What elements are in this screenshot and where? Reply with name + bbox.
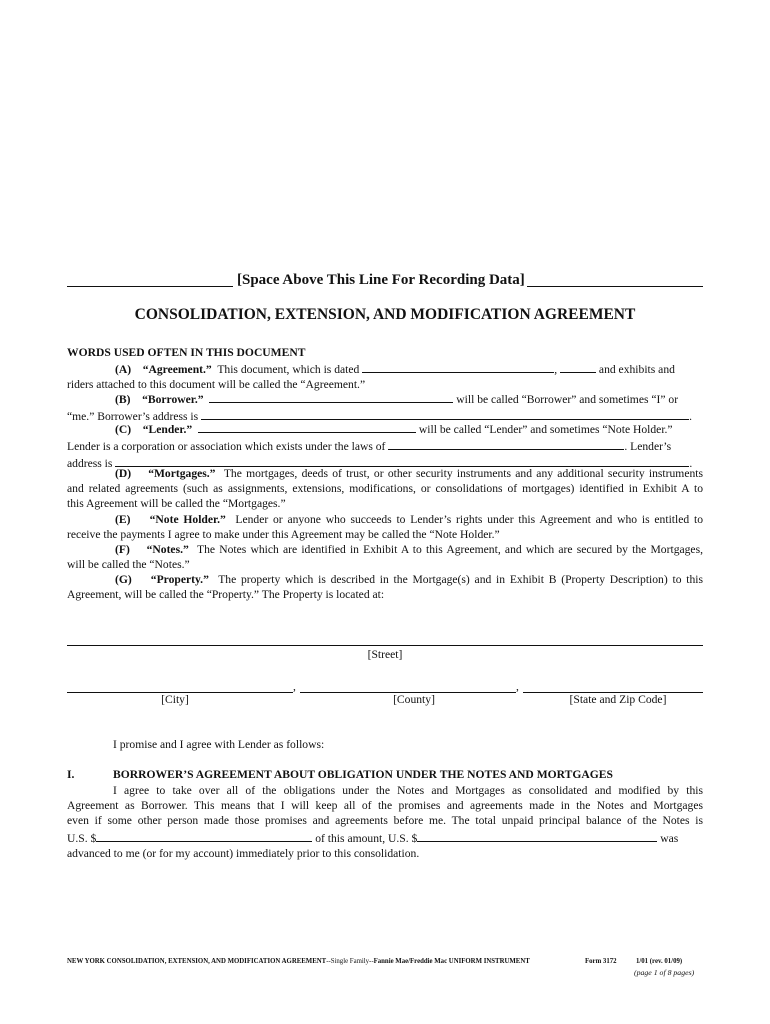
def-c-label: (C) xyxy=(115,423,132,436)
borrower-address-field[interactable] xyxy=(201,407,689,420)
promise-text: I promise and I agree with Lender as follows: xyxy=(113,738,325,751)
def-b-label: (B) xyxy=(115,393,131,406)
section-heading: BORROWER’S AGREEMENT ABOUT OBLIGATION UNDER THE NOTES AND MORTGAGES xyxy=(113,768,613,781)
footer-form-title xyxy=(67,958,530,965)
def-g-label: (G) xyxy=(115,573,132,586)
document-page: [Space Above This Line For Recording Data] CONSOLIDATION, EXTENSION, AND MODIFICATION AGREEMENT WORDS USED OFTEN IN THIS DOCUMENT (A) “Agreement.” This document, which is dated , and exhibits and riders attached to this document will be called the “Agreement.” (B) “Borrower.” will be called “Borrower” and sometimes “I” or “me.” Borrower’s address is . (C) “Lender.” will be called “Lender” and sometimes “Note Holder.” Lender is a corporation or association which exists under the laws of . Lender’s address is . (D) “Mortgages.” The mortgages, deeds of trust, or other security instruments and any additional security instruments and related agreements (such as assignments, extensions, modifications, or consolidations of mortgages) identified in Exhibit A to this Agreement will be called the “Mortgages.” (E) “Note Holder.” Lender or anyone who succeeds to Lender’s rights under this Agreement and who is entitled to receive the payments I agree to make under this Agreement may be called the “Note Holder.” (F) “Notes.” The Notes which are identified in Exhibit A to this Agreement, and which are secured by the Mortgages, will be called the “Notes.” (G) “Property.” The property which is described in the Mortgage(s) and in Exhibit B (Property Description) to this Agreement, will be called the “Property.” The Property is located at: [Street] , , [City] [County] [State and Zip Code] I promise and I agree with Lender as follows: I. BORROWER’S AGREEMENT ABOUT OBLIGATION UNDER THE NOTES AND MORTGAGES I agree to take over all of the obligations under the Notes and Mortgages as consolidated and modified by this Agreement as Borrower. This means that I will keep all of the promises and agreements made in the Notes and Mortgages even if some other person made those promises and agreements before me. The total unpaid principal balance of the Notes is U.S. $ of this amount, U.S. $ was advanced to me (or for my account) immediately prior to this consolidation. NEW YORK CONSOLIDATION, EXTENSION, AND MODIFICATION AGREEMENT--Single Family--Fannie Mae/Freddie Mac UNIFORM INSTRUMENT Form 3172 1/01 (rev. 01/09) (page 1 of 8 pages) xyxy=(0,0,770,1024)
footer-page-number: (page 1 of 8 pages) xyxy=(634,968,695,977)
def-b-term: “Borrower.” xyxy=(142,393,204,406)
def-d-text: The mortgages, deeds of trust, or other security instruments and any additional security instruments xyxy=(223,467,704,480)
definition-c: (C) “Lender.” will be called “Lender” and sometimes “Note Holder.” Lender is a corporation or association which exists under the laws of . Lender’s address is . xyxy=(67,420,703,472)
city-label: [City] xyxy=(161,693,189,706)
street-line[interactable] xyxy=(67,645,703,646)
def-a-text2: and exhibits and xyxy=(598,363,675,376)
footer-single-family: --Single Family-- xyxy=(326,958,374,965)
def-f-label: (F) xyxy=(115,543,130,556)
def-e-text: Lender or anyone who succeeds to Lender’s rights under this Agreement and who is entitled to xyxy=(235,513,703,526)
year-field[interactable] xyxy=(560,360,596,373)
definition-e xyxy=(67,512,703,542)
recording-blank-right[interactable] xyxy=(527,274,703,287)
def-a-text: This document, which is dated xyxy=(217,363,360,376)
usd-label-2: of this amount, U.S. $ xyxy=(315,831,418,845)
advanced-amount-field[interactable] xyxy=(417,829,657,842)
definitions-heading: WORDS USED OFTEN IN THIS DOCUMENT xyxy=(67,346,306,359)
section-line-1: I agree to take over all of the obligations under the Notes and Mortgages as consolidated and modified by this xyxy=(113,784,703,797)
footer-form-number: Form 3172 xyxy=(585,958,617,965)
recording-blank-left[interactable] xyxy=(67,274,233,287)
borrower-name-field[interactable] xyxy=(209,390,453,403)
def-d-text3: this Agreement will be called the “Mortgages.” xyxy=(67,497,286,511)
def-g-text2: Agreement, will be called the “Property.” The Property is located at: xyxy=(67,588,385,602)
county-label: [County] xyxy=(393,693,435,706)
def-g-term: “Property.” xyxy=(150,573,209,586)
section-line-4 xyxy=(67,829,703,846)
def-c-term: “Lender.” xyxy=(142,423,193,436)
recording-data-label: [Space Above This Line For Recording Data] xyxy=(237,272,525,288)
def-a-term: “Agreement.” xyxy=(142,363,212,376)
def-a-text3: riders attached to this document will be called the “Agreement.” xyxy=(67,378,366,392)
definition-f xyxy=(67,542,703,572)
def-g-text: The property which is described in the Mortgage(s) and in Exhibit B (Property Description) to this xyxy=(218,573,704,586)
def-e-label: (E) xyxy=(115,513,131,526)
definition-g xyxy=(67,572,703,602)
def-c-text3: . Lender’s xyxy=(624,440,672,454)
def-b-text2: “me.” Borrower’s address is xyxy=(67,410,199,424)
def-d-text2: and related agreements (such as assignments, extensions, modifications, or consolidations of mortgages) identified in Exhibit A to xyxy=(67,482,703,496)
def-a-label: (A) xyxy=(115,363,132,376)
section-body xyxy=(67,783,703,861)
def-e-text2: receive the payments I agree to make under this Agreement may be called the “Note Holder.” xyxy=(67,528,500,542)
def-f-text: The Notes which are identified in Exhibit A to this Agreement, and which are secured by the Mortgages, xyxy=(196,543,703,556)
recording-data-line xyxy=(67,272,703,292)
section-line-2: Agreement as Borrower. This means that I will keep all of the promises and agreements made in the Notes and Mortgages xyxy=(67,799,703,813)
def-c-text: will be called “Lender” and sometimes “Note Holder.” xyxy=(418,423,673,436)
lender-name-field[interactable] xyxy=(198,420,416,433)
section-number: I. xyxy=(67,768,75,781)
footer-revision: 1/01 (rev. 01/09) xyxy=(636,958,683,965)
was-label: was xyxy=(660,831,679,845)
def-c-text2: Lender is a corporation or association which exists under the laws of xyxy=(67,440,386,454)
street-label: [Street] xyxy=(367,648,403,661)
state-zip-label: [State and Zip Code] xyxy=(569,693,667,706)
document-title: CONSOLIDATION, EXTENSION, AND MODIFICATION AGREEMENT xyxy=(134,306,636,323)
date-field[interactable] xyxy=(362,360,554,373)
unpaid-balance-field[interactable] xyxy=(96,829,312,842)
def-d-term: “Mortgages.” xyxy=(148,467,216,480)
def-b-text: will be called “Borrower” and sometimes “I” or xyxy=(456,393,679,406)
definition-d xyxy=(67,466,703,512)
def-c-text4: address is xyxy=(67,457,113,471)
def-e-term: “Note Holder.” xyxy=(149,513,226,526)
usd-label-1: U.S. $ xyxy=(67,831,97,845)
def-d-label: (D) xyxy=(115,467,132,480)
lender-jurisdiction-field[interactable] xyxy=(388,437,624,450)
definition-b: (B) “Borrower.” will be called “Borrower” and sometimes “I” or “me.” Borrower’s address is . xyxy=(67,390,703,424)
definition-a: (A) “Agreement.” This document, which is dated , and exhibits and riders attached to this document will be called the “Agreement.” xyxy=(67,360,703,392)
section-line-5: advanced to me (or for my account) immediately prior to this consolidation. xyxy=(67,846,420,860)
def-f-term: “Notes.” xyxy=(146,543,189,556)
section-line-3: even if some other person made those promises and agreements before me. The total unpaid principal balance of the Notes is xyxy=(67,814,703,828)
def-f-text2: will be called the “Notes.” xyxy=(67,558,190,572)
footer-uniform-instrument: Fannie Mae/Freddie Mac UNIFORM INSTRUMENT xyxy=(373,958,530,965)
footer-title-text: NEW YORK CONSOLIDATION, EXTENSION, AND MODIFICATION AGREEMENT xyxy=(67,958,327,965)
